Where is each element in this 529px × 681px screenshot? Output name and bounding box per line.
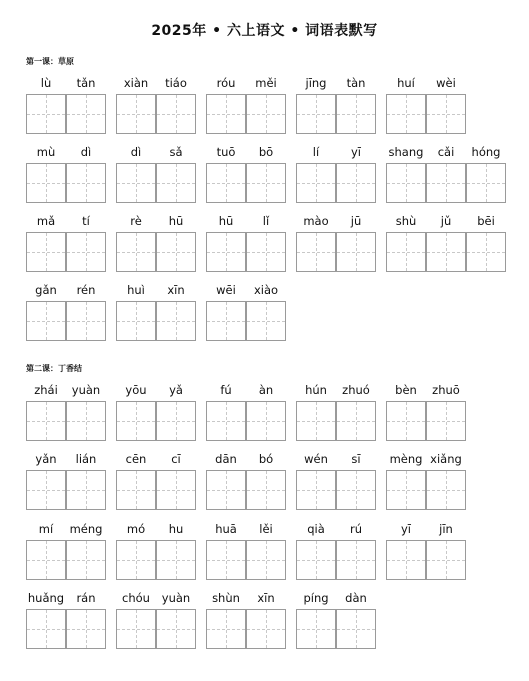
writing-grid-cell[interactable]: [246, 470, 286, 510]
pinyin-label: mó: [126, 522, 146, 536]
writing-grid-cell[interactable]: [206, 94, 246, 134]
grid-guide-vertical: [356, 471, 357, 509]
pinyin-label: bō: [258, 145, 274, 159]
writing-grid-cell[interactable]: [156, 232, 196, 272]
pinyin-label: zhái: [34, 383, 58, 397]
grid-guide-vertical: [46, 471, 47, 509]
grid-guide-vertical: [46, 541, 47, 579]
pinyin-label: yuàn: [71, 383, 101, 397]
word-item: [26, 283, 106, 341]
writing-grid-cell[interactable]: [156, 94, 196, 134]
grid-guide-vertical: [406, 95, 407, 133]
grid-guide-vertical: [406, 402, 407, 440]
writing-grid-cell[interactable]: [116, 94, 156, 134]
pinyin-label: rú: [349, 522, 363, 536]
grid-guide-vertical: [406, 541, 407, 579]
word-item: [116, 452, 196, 510]
grid-guide-vertical: [136, 233, 137, 271]
writing-grid-cell[interactable]: [116, 470, 156, 510]
pinyin-label: xiào: [253, 283, 279, 297]
writing-grid-cell[interactable]: [26, 232, 66, 272]
grid-guide-vertical: [86, 610, 87, 648]
writing-grid-cell[interactable]: [206, 301, 246, 341]
grid-guide-vertical: [226, 402, 227, 440]
grid-guide-vertical: [266, 233, 267, 271]
writing-grid-cell[interactable]: [386, 163, 426, 203]
grid-guide-vertical: [136, 95, 137, 133]
grid-guide-vertical: [356, 233, 357, 271]
grid-guide-vertical: [406, 471, 407, 509]
writing-grid-cell[interactable]: [156, 470, 196, 510]
pinyin-label: yǎ: [169, 383, 183, 397]
writing-grid-cell[interactable]: [206, 540, 246, 580]
writing-grid-cell[interactable]: [426, 94, 466, 134]
pinyin-label: mǎ: [36, 214, 56, 228]
grid-guide-vertical: [46, 95, 47, 133]
grid-guide-vertical: [176, 302, 177, 340]
pinyin-label: xīn: [167, 283, 185, 297]
writing-grid-cell[interactable]: [116, 301, 156, 341]
grid-guide-vertical: [316, 610, 317, 648]
word-item: [206, 214, 286, 272]
word-item: [386, 452, 466, 510]
writing-grid-cell[interactable]: [206, 163, 246, 203]
pinyin-label: mèng: [389, 452, 423, 466]
pinyin-label: yǎn: [35, 452, 57, 466]
word-item: [116, 283, 196, 341]
pinyin-label: huí: [397, 76, 415, 90]
word-item: [116, 76, 196, 134]
pinyin-label: měi: [255, 76, 277, 90]
grid-guide-vertical: [266, 610, 267, 648]
grid-guide-vertical: [356, 402, 357, 440]
writing-grid-cell[interactable]: [206, 609, 246, 649]
writing-grid-cell[interactable]: [206, 401, 246, 441]
grid-guide-vertical: [226, 302, 227, 340]
grid-guide-vertical: [136, 402, 137, 440]
pinyin-label: cǎi: [437, 145, 455, 159]
pinyin-label: jǔ: [440, 214, 452, 228]
grid-guide-vertical: [46, 402, 47, 440]
writing-grid-cell[interactable]: [426, 470, 466, 510]
grid-guide-vertical: [86, 541, 87, 579]
writing-grid-cell[interactable]: [296, 163, 336, 203]
word-item: [26, 214, 106, 272]
grid-guide-vertical: [136, 471, 137, 509]
pinyin-label: jīn: [439, 522, 453, 536]
grid-guide-vertical: [266, 541, 267, 579]
writing-grid-cell[interactable]: [246, 301, 286, 341]
writing-grid-cell[interactable]: [156, 163, 196, 203]
grid-guide-vertical: [46, 610, 47, 648]
writing-grid-cell[interactable]: [386, 540, 426, 580]
grid-guide-vertical: [176, 95, 177, 133]
pinyin-label: jīng: [305, 76, 327, 90]
writing-grid-cell[interactable]: [116, 163, 156, 203]
pinyin-label: àn: [258, 383, 274, 397]
writing-grid-cell[interactable]: [466, 163, 506, 203]
grid-guide-vertical: [226, 164, 227, 202]
writing-grid-cell[interactable]: [26, 401, 66, 441]
pinyin-label: bèn: [395, 383, 417, 397]
word-item: [206, 452, 286, 510]
writing-grid-cell[interactable]: [336, 609, 376, 649]
writing-grid-cell[interactable]: [296, 609, 336, 649]
grid-guide-vertical: [406, 164, 407, 202]
pinyin-label: lián: [75, 452, 97, 466]
writing-grid-cell[interactable]: [26, 470, 66, 510]
grid-guide-vertical: [316, 95, 317, 133]
word-item: [296, 76, 376, 134]
writing-grid-cell[interactable]: [206, 232, 246, 272]
pinyin-label: hóng: [471, 145, 501, 159]
grid-guide-vertical: [136, 164, 137, 202]
word-item: [206, 283, 286, 341]
grid-guide-vertical: [176, 541, 177, 579]
writing-grid-cell[interactable]: [246, 94, 286, 134]
pinyin-label: fú: [220, 383, 232, 397]
grid-guide-vertical: [46, 164, 47, 202]
grid-guide-vertical: [136, 541, 137, 579]
writing-grid-cell[interactable]: [246, 163, 286, 203]
pinyin-label: jū: [350, 214, 362, 228]
writing-grid-cell[interactable]: [336, 232, 376, 272]
pinyin-label: zhuó: [342, 383, 370, 397]
grid-guide-vertical: [316, 402, 317, 440]
grid-guide-vertical: [356, 541, 357, 579]
pinyin-label: wēi: [216, 283, 236, 297]
pinyin-label: dān: [215, 452, 237, 466]
pinyin-label: xiǎng: [430, 452, 462, 466]
writing-grid-cell[interactable]: [246, 540, 286, 580]
grid-guide-vertical: [86, 302, 87, 340]
pinyin-label: wén: [304, 452, 328, 466]
writing-grid-cell[interactable]: [336, 540, 376, 580]
writing-grid-cell[interactable]: [66, 609, 106, 649]
word-item: [26, 145, 106, 203]
word-item: [466, 214, 506, 272]
writing-grid-cell[interactable]: [26, 163, 66, 203]
grid-guide-vertical: [176, 471, 177, 509]
writing-grid-cell[interactable]: [426, 163, 466, 203]
pinyin-label: lěi: [259, 522, 273, 536]
word-item: [26, 591, 106, 649]
grid-guide-vertical: [486, 164, 487, 202]
grid-guide-vertical: [176, 233, 177, 271]
writing-grid-cell[interactable]: [156, 540, 196, 580]
word-item: [296, 452, 376, 510]
pinyin-label: zhuō: [432, 383, 460, 397]
word-item: [206, 383, 286, 441]
word-item: [116, 591, 196, 649]
pinyin-label: gǎn: [35, 283, 57, 297]
writing-grid-cell[interactable]: [386, 232, 426, 272]
writing-grid-cell[interactable]: [296, 401, 336, 441]
pinyin-label: yī: [350, 145, 361, 159]
writing-grid-cell[interactable]: [336, 94, 376, 134]
grid-guide-vertical: [446, 541, 447, 579]
writing-grid-cell[interactable]: [156, 609, 196, 649]
pinyin-label: dì: [130, 145, 142, 159]
pinyin-label: yōu: [125, 383, 147, 397]
word-item: [296, 145, 376, 203]
grid-guide-vertical: [446, 95, 447, 133]
pinyin-label: hún: [305, 383, 327, 397]
writing-grid-cell[interactable]: [66, 301, 106, 341]
pinyin-label: yī: [400, 522, 411, 536]
pinyin-label: méng: [69, 522, 103, 536]
writing-grid-cell[interactable]: [336, 401, 376, 441]
word-item: [116, 214, 196, 272]
writing-grid-cell[interactable]: [26, 301, 66, 341]
pinyin-label: chóu: [122, 591, 150, 605]
word-item: [206, 145, 286, 203]
pinyin-label: mào: [303, 214, 329, 228]
word-item: [26, 452, 106, 510]
writing-grid-cell[interactable]: [66, 232, 106, 272]
writing-grid-cell[interactable]: [246, 401, 286, 441]
grid-guide-vertical: [136, 610, 137, 648]
pinyin-label: huā: [215, 522, 237, 536]
pinyin-label: rén: [76, 283, 96, 297]
grid-guide-vertical: [226, 541, 227, 579]
pinyin-label: tàn: [346, 76, 366, 90]
pinyin-label: tuō: [216, 145, 236, 159]
writing-grid-cell[interactable]: [426, 401, 466, 441]
grid-guide-vertical: [226, 471, 227, 509]
word-item: [466, 145, 506, 203]
grid-guide-vertical: [176, 610, 177, 648]
writing-grid-cell[interactable]: [116, 609, 156, 649]
grid-guide-vertical: [446, 402, 447, 440]
writing-grid-cell[interactable]: [66, 470, 106, 510]
word-item: [296, 214, 376, 272]
pinyin-label: wèi: [436, 76, 456, 90]
pinyin-label: rán: [76, 591, 96, 605]
grid-guide-vertical: [176, 402, 177, 440]
pinyin-label: cī: [171, 452, 181, 466]
writing-grid-cell[interactable]: [386, 470, 426, 510]
grid-guide-vertical: [266, 471, 267, 509]
grid-guide-vertical: [226, 95, 227, 133]
word-item: [386, 522, 466, 580]
pinyin-label: yuàn: [161, 591, 191, 605]
grid-guide-vertical: [406, 233, 407, 271]
writing-grid-cell[interactable]: [296, 94, 336, 134]
writing-grid-cell[interactable]: [296, 232, 336, 272]
pinyin-label: mù: [36, 145, 56, 159]
grid-guide-vertical: [356, 164, 357, 202]
pinyin-label: hū: [168, 214, 184, 228]
grid-guide-vertical: [316, 471, 317, 509]
word-item: [26, 76, 106, 134]
writing-grid-cell[interactable]: [206, 470, 246, 510]
pinyin-label: lǐ: [262, 214, 270, 228]
lesson-heading: 第一课：草原: [26, 56, 74, 66]
word-item: [206, 591, 286, 649]
pinyin-label: shù: [395, 214, 417, 228]
pinyin-label: bēi: [477, 214, 495, 228]
writing-grid-cell[interactable]: [156, 401, 196, 441]
writing-grid-cell[interactable]: [296, 540, 336, 580]
writing-grid-cell[interactable]: [386, 94, 426, 134]
word-item: [386, 76, 466, 134]
grid-guide-vertical: [86, 95, 87, 133]
writing-grid-cell[interactable]: [66, 540, 106, 580]
pinyin-label: huǎng: [27, 591, 65, 605]
word-item: [116, 145, 196, 203]
grid-guide-vertical: [266, 302, 267, 340]
pinyin-label: sǎ: [169, 145, 183, 159]
pinyin-label: tiáo: [165, 76, 187, 90]
pinyin-label: hu: [168, 522, 184, 536]
writing-grid-cell[interactable]: [26, 540, 66, 580]
pinyin-label: lí: [312, 145, 320, 159]
grid-guide-vertical: [266, 164, 267, 202]
writing-grid-cell[interactable]: [26, 609, 66, 649]
grid-guide-vertical: [86, 402, 87, 440]
page-title: 2025年 • 六上语文 • 词语表默写: [151, 23, 378, 39]
grid-guide-vertical: [176, 164, 177, 202]
pinyin-label: tí: [82, 214, 90, 228]
word-item: [386, 383, 466, 441]
writing-grid-cell[interactable]: [246, 232, 286, 272]
writing-grid-cell[interactable]: [66, 94, 106, 134]
writing-grid-cell[interactable]: [156, 301, 196, 341]
grid-guide-vertical: [46, 233, 47, 271]
word-item: [206, 76, 286, 134]
writing-grid-cell[interactable]: [296, 470, 336, 510]
grid-guide-vertical: [226, 233, 227, 271]
grid-guide-vertical: [86, 471, 87, 509]
pinyin-label: huì: [127, 283, 145, 297]
writing-grid-cell[interactable]: [426, 232, 466, 272]
pinyin-label: rè: [130, 214, 142, 228]
grid-guide-vertical: [266, 95, 267, 133]
pinyin-label: mí: [38, 522, 54, 536]
grid-guide-vertical: [136, 302, 137, 340]
writing-grid-cell[interactable]: [26, 94, 66, 134]
writing-grid-cell[interactable]: [116, 401, 156, 441]
word-item: [386, 214, 466, 272]
pinyin-label: róu: [216, 76, 236, 90]
writing-grid-cell[interactable]: [66, 163, 106, 203]
word-item: [26, 522, 106, 580]
pinyin-label: bó: [258, 452, 274, 466]
writing-grid-cell[interactable]: [246, 609, 286, 649]
pinyin-label: dàn: [345, 591, 367, 605]
word-item: [116, 383, 196, 441]
lesson-heading: 第二课：丁香结: [26, 363, 82, 373]
grid-guide-vertical: [86, 233, 87, 271]
writing-grid-cell[interactable]: [386, 401, 426, 441]
grid-guide-vertical: [356, 610, 357, 648]
pinyin-label: sī: [351, 452, 361, 466]
writing-grid-cell[interactable]: [336, 163, 376, 203]
pinyin-label: píng: [303, 591, 329, 605]
pinyin-label: hū: [218, 214, 234, 228]
grid-guide-vertical: [266, 402, 267, 440]
writing-grid-cell[interactable]: [336, 470, 376, 510]
pinyin-label: dì: [80, 145, 92, 159]
grid-guide-vertical: [226, 610, 227, 648]
pinyin-label: shang: [388, 145, 424, 159]
grid-guide-vertical: [446, 164, 447, 202]
word-item: [386, 145, 466, 203]
grid-guide-vertical: [356, 95, 357, 133]
word-item: [116, 522, 196, 580]
word-item: [26, 383, 106, 441]
writing-grid-cell[interactable]: [116, 232, 156, 272]
word-item: [296, 591, 376, 649]
word-item: [206, 522, 286, 580]
pinyin-label: qià: [307, 522, 325, 536]
pinyin-label: shùn: [212, 591, 240, 605]
writing-grid-cell[interactable]: [466, 232, 506, 272]
writing-grid-cell[interactable]: [116, 540, 156, 580]
pinyin-label: xīn: [257, 591, 275, 605]
pinyin-label: tǎn: [76, 76, 96, 90]
pinyin-label: lù: [40, 76, 52, 90]
grid-guide-vertical: [316, 541, 317, 579]
pinyin-label: cēn: [125, 452, 147, 466]
grid-guide-vertical: [316, 164, 317, 202]
pinyin-label: xiàn: [123, 76, 149, 90]
grid-guide-vertical: [86, 164, 87, 202]
grid-guide-vertical: [316, 233, 317, 271]
grid-guide-vertical: [446, 233, 447, 271]
word-item: [296, 383, 376, 441]
grid-guide-vertical: [446, 471, 447, 509]
grid-guide-vertical: [46, 302, 47, 340]
grid-guide-vertical: [486, 233, 487, 271]
word-item: [296, 522, 376, 580]
writing-grid-cell[interactable]: [66, 401, 106, 441]
writing-grid-cell[interactable]: [426, 540, 466, 580]
